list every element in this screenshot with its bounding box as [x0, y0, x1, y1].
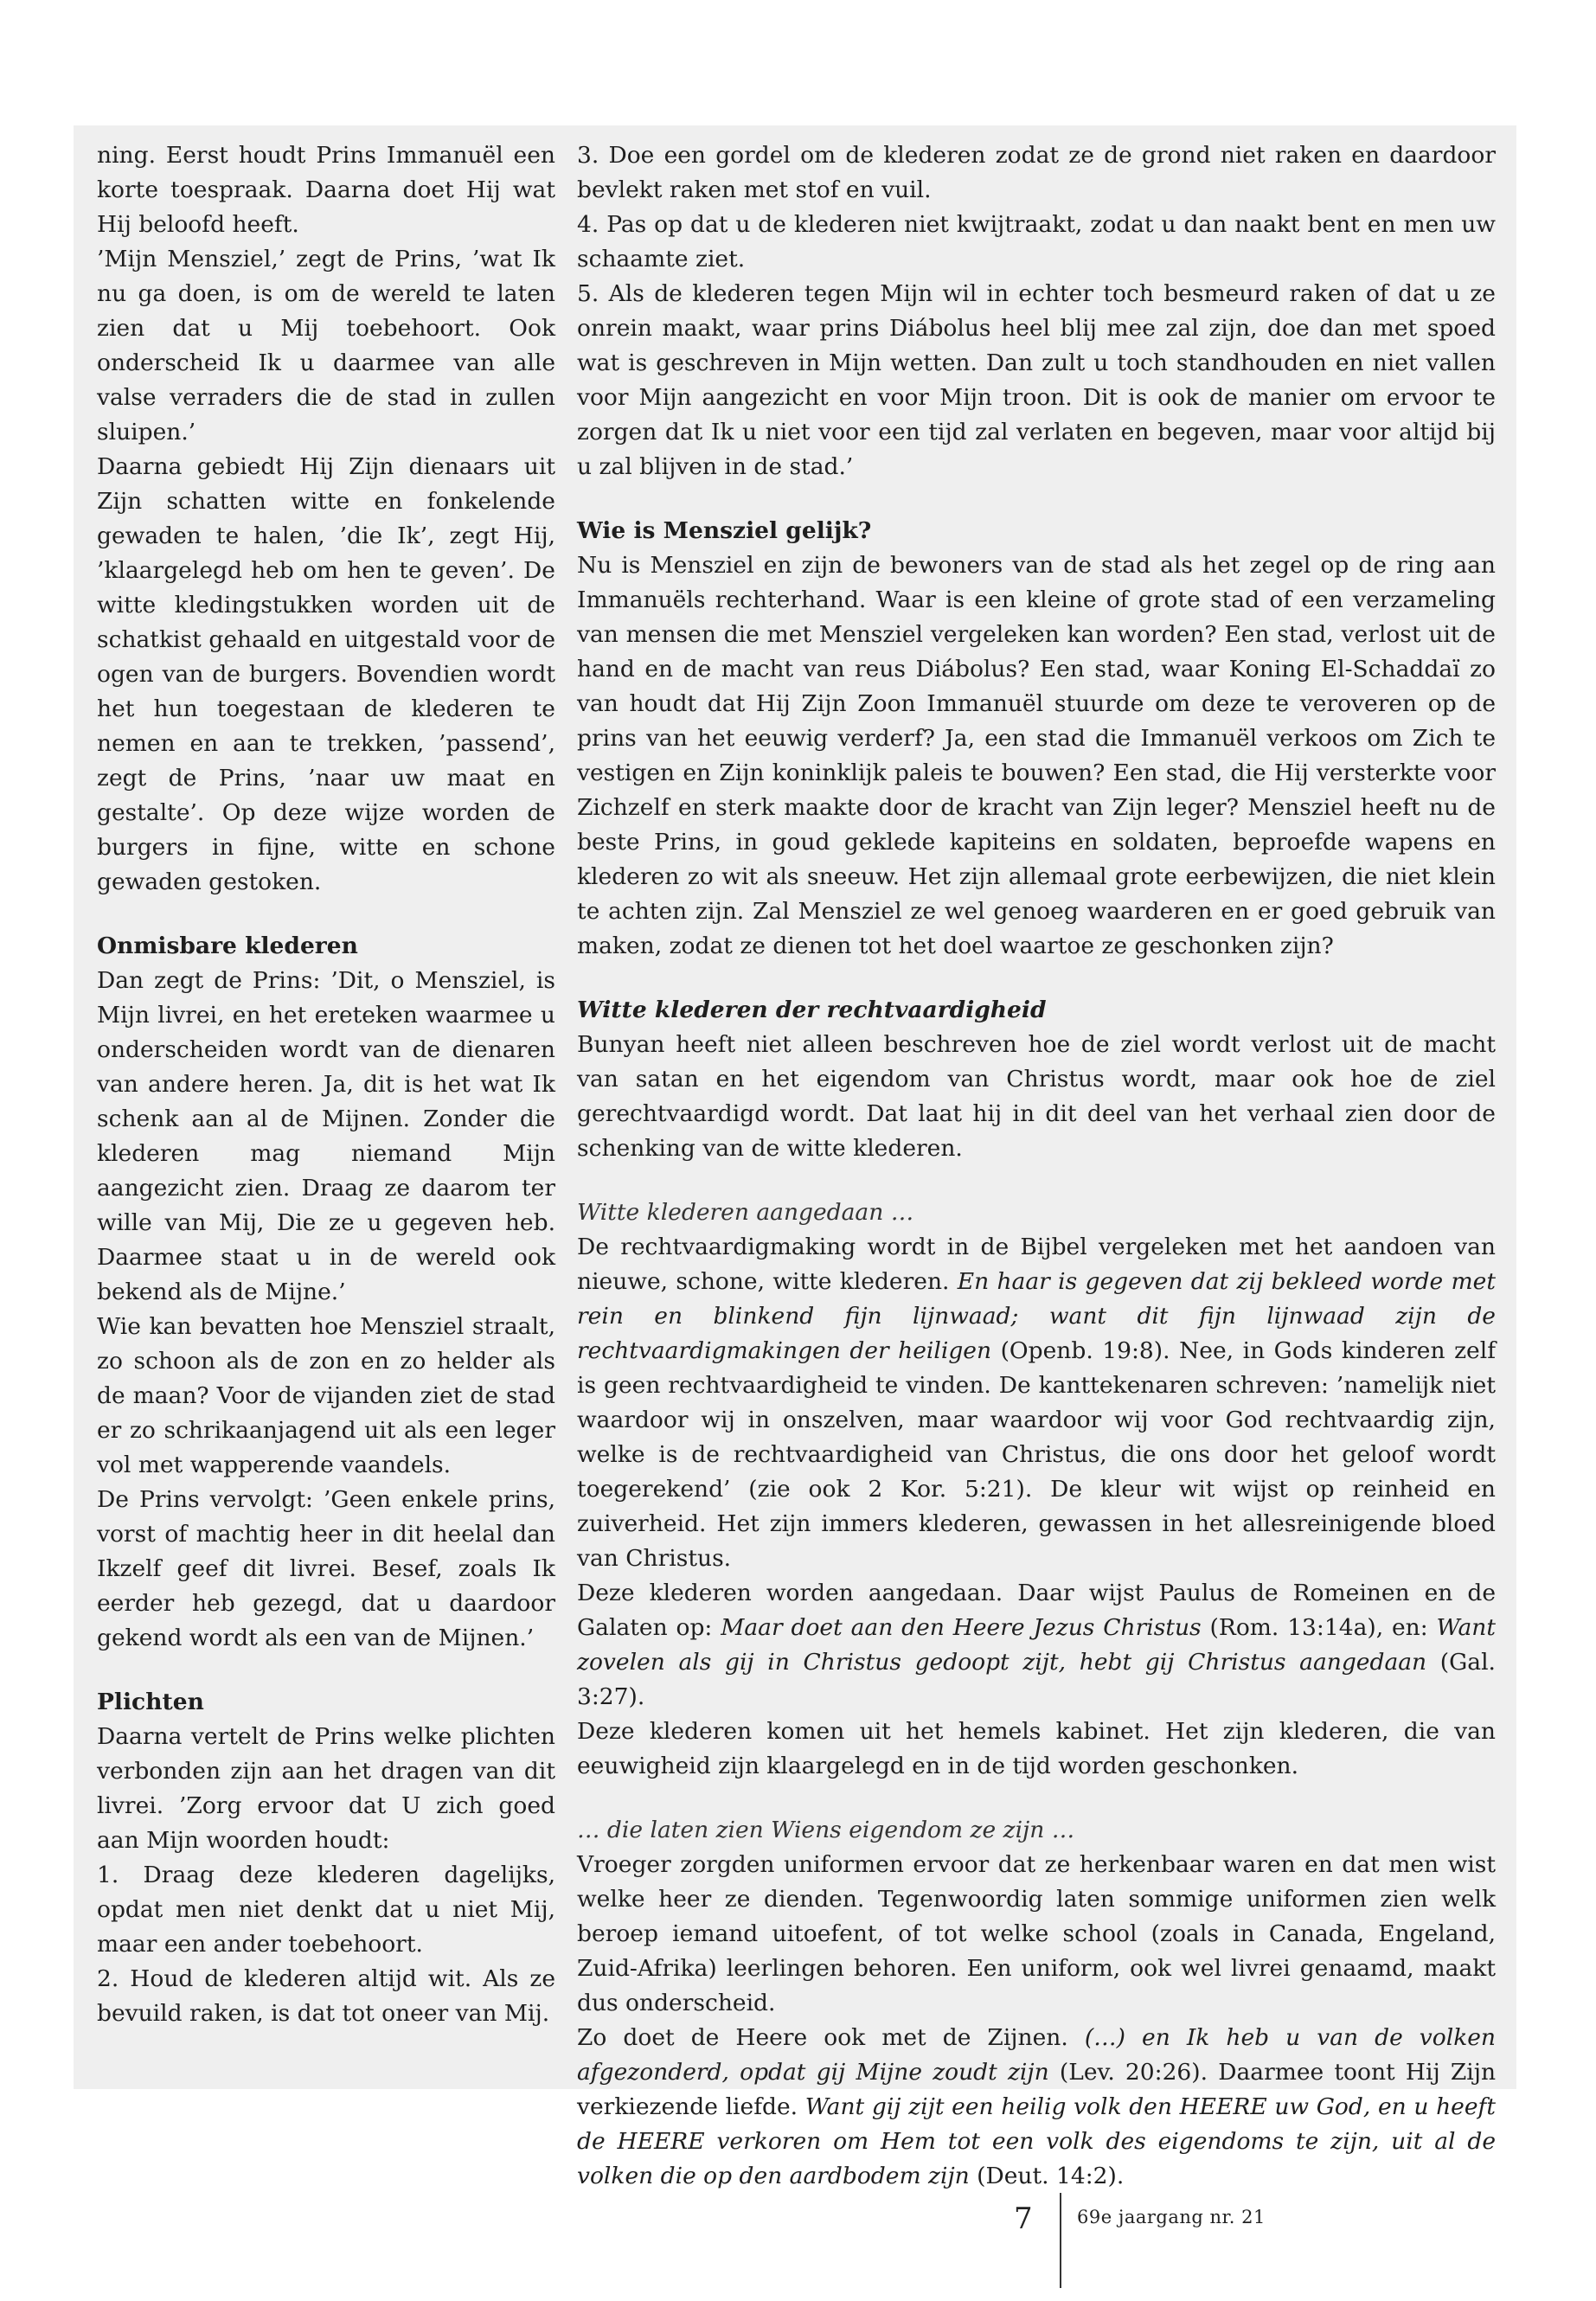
left-column: [97, 138, 555, 2031]
scripture-quote: (…) en Ik heb u van de volken afgezonderd, opdat gij Mijne zoudt zijn: [577, 2024, 1496, 2086]
section-heading-wie-is-mensziel-gelijk: Wie is Mensziel gelijk?: [577, 517, 872, 544]
footer-divider: [1060, 2193, 1061, 2288]
list-item: 1. Draag deze klederen dagelijks, opdat men niet denkt dat u niet Mij, maar een ander toebehoort.: [97, 1862, 555, 1958]
scripture-quote: Want gij zijt een heilig volk den HEERE uw God, en u heeft de HEERE verkoren om Hem tot een volk des eigendoms te zijn, uit al de volken die op den aardbodem zijn: [577, 2093, 1496, 2189]
scripture-quote: Maar doet aan den Heere Jezus Christus: [721, 1614, 1202, 1641]
section-heading-witte-klederen: Witte klederen der rechtvaardigheid: [577, 997, 1047, 1023]
page-number: 7: [1014, 2202, 1033, 2236]
scripture-quote: En haar is gegeven dat zij bekleed worde met rein en blinkend fijn lijnwaad; want dit fijn lijnwaad zijn de rechtvaardigmakingen der heiligen: [577, 1268, 1496, 1364]
paragraph: Deze klederen komen uit het hemels kabinet. Het zijn klederen, die van eeuwigheid zijn klaargelegd en in de tijd worden geschonken.: [577, 1718, 1496, 1779]
section-heading-onmisbare-klederen: Onmisbare klederen: [97, 933, 358, 959]
list-item: 3. Doe een gordel om de klederen zodat ze de grond niet raken en daardoor bevlekt raken met stof en vuil.: [577, 142, 1496, 203]
paragraph: Deze klederen worden aangedaan. Daar wijst Paulus de Romeinen en de Galaten op: Maar doet aan den Heere Jezus Christus (Rom. 13:14a), en: Want zovelen als gij in Christus gedoopt zijt, hebt gij Christus aangedaan (Gal. 3:27).: [577, 1580, 1496, 1710]
paragraph: Dan zegt de Prins: ’Dit, o Mensziel, is Mijn livrei, en het ereteken waarmee u onderscheiden wordt van de dienaren van andere heren. Ja, dit is het wat Ik schenk aan al de Mijnen. Zonder die klederen mag niemand Mijn aangezicht zien. Draag ze daarom ter wille van Mij, Die ze u gegeven heb. Daarmee staat u in de wereld ook bekend als de Mijne.’: [97, 967, 555, 1305]
paragraph: Vroeger zorgden uniformen ervoor dat ze herkenbaar waren en dat men wist welke heer ze dienden. Tegenwoordig laten sommige uniformen zien welk beroep iemand uitoefent, of tot welke school (zoals in Canada, Engeland, Zuid-Afrika) leerlingen behoren. Een uniform, ook wel livrei genaamd, maakt dus onderscheid.: [577, 1851, 1496, 2016]
paragraph: Nu is Mensziel en zijn de bewoners van de stad als het zegel op de ring aan Immanuëls rechterhand. Waar is een kleine of grote stad of een verzameling van mensen die met Mensziel vergeleken kan worden? Een stad, verlost uit de hand en de macht van reus Diábolus? Een stad, waar Koning El-Schaddaï zo van houdt dat Hij Zijn Zoon Immanuël stuurde om deze te veroveren op de prins van het eeuwig verderf? Ja, een stad die Immanuël verkoos om Zich te vestigen en Zijn koninklijk paleis te bouwen? Een stad, die Hij versterkte voor Zichzelf en sterk maakte door de kracht van Zijn leger? Mensziel heeft nu de beste Prins, in goud geklede kapiteins en soldaten, beproefde wapens en klederen zo wit als sneeuw. Het zijn allemaal grote eerbewijzen, die niet klein te achten zijn. Zal Mensziel ze wel genoeg waarderen en er goed gebruik van maken, zodat ze dienen tot het doel waartoe ze geschonken zijn?: [577, 552, 1496, 959]
list-item: 2. Houd de klederen altijd wit. Als ze bevuild raken, is dat tot oneer van Mij.: [97, 1965, 555, 2027]
paragraph: Wie kan bevatten hoe Mensziel straalt, zo schoon als de zon en zo helder als de maan? Voor de vijanden ziet de stad er zo schrikaanjagend uit als een leger vol met wapperende vaandels.: [97, 1313, 555, 1478]
list-item: 4. Pas op dat u de klederen niet kwijtraakt, zodat u dan naakt bent en men uw schaamte ziet.: [577, 211, 1496, 272]
subheading: Witte klederen aangedaan …: [577, 1199, 914, 1226]
list-item: 5. Als de klederen tegen Mijn wil in echter toch besmeurd raken of dat u ze onrein maakt, waar prins Diábolus heel blij mee zal zijn, doe dan met spoed wat is geschreven in Mijn wetten. Dan zult u toch standhouden en niet vallen voor Mijn aangezicht en voor Mijn troon. Dit is ook de manier om ervoor te zorgen dat Ik u niet voor een tijd zal verlaten en begeven, maar voor altijd bij u zal blijven in de stad.’: [577, 280, 1496, 480]
paragraph: Daarna gebiedt Hij Zijn dienaars uit Zijn schatten witte en fonkelende gewaden te halen, ’die Ik’, zegt Hij, ’klaargelegd heb om hen te geven’. De witte kledingstukken worden uit de schatkist gehaald en uitgestald voor de ogen van de burgers. Bovendien wordt het hun toegestaan de klederen te nemen en aan te trekken, ’passend’, zegt de Prins, ’naar uw maat en gestalte’. Op deze wijze worden de burgers in fijne, witte en schone gewaden gestoken.: [97, 453, 555, 895]
section-heading-plichten: Plichten: [97, 1689, 204, 1715]
paragraph: Daarna vertelt de Prins welke plichten verbonden zijn aan het dragen van dit livrei. ’Zorg ervoor dat U zich goed aan Mijn woorden houdt:: [97, 1723, 555, 1854]
paragraph: Zo doet de Heere ook met de Zijnen. (…) en Ik heb u van de volken afgezonderd, opdat gij Mijne zoudt zijn (Lev. 20:26). Daarmee toont Hij Zijn verkiezende liefde. Want gij zijt een heilig volk den HEERE uw God, en u heeft de HEERE verkoren om Hem tot een volk des eigendoms te zijn, uit al de volken die op den aardbodem zijn (Deut. 14:2).: [577, 2024, 1497, 2189]
page-footer: [0, 2193, 1596, 2297]
paragraph: De rechtvaardigmaking wordt in de Bijbel vergeleken met het aandoen van nieuwe, schone, witte klederen. En haar is gegeven dat zij bekleed worde met rein en blinkend fijn lijnwaad; want dit fijn lijnwaad zijn de rechtvaardigmakingen der heiligen (Openb. 19:8). Nee, in Gods kinderen zelf is geen rechtvaardigheid te vinden. De kanttekenaren schreven: ’namelijk niet waardoor wij in onszelven, maar waardoor wij voor God rechtvaardig zijn, welke is de rechtvaardigheid van Christus, die ons door het geloof wordt toegerekend’ (zie ook 2 Kor. 5:21). De kleur wit wijst op reinheid en zuiverheid. Het zijn immers klederen, gewassen in het allesreinigende bloed van Christus.: [577, 1234, 1497, 1572]
subheading: … die laten zien Wiens eigendom ze zijn …: [577, 1817, 1075, 1843]
issue-label: 69e jaargang nr. 21: [1077, 2207, 1266, 2227]
scripture-quote: Want zovelen als gij in Christus gedoopt zijt, hebt gij Christus aangedaan: [577, 1614, 1496, 1676]
paragraph: ’Mijn Mensziel,’ zegt de Prins, ’wat Ik nu ga doen, is om de wereld te laten zien dat u Mij toebehoort. Ook onderscheid Ik u daarmee van alle valse verraders die de stad in zullen sluipen.’: [97, 246, 555, 445]
paragraph: Bunyan heeft niet alleen beschreven hoe de ziel wordt verlost uit de macht van satan en het eigendom van Christus wordt, maar ook hoe de ziel gerechtvaardigd wordt. Dat laat hij in dit deel van het verhaal zien door de schenking van de witte klederen.: [577, 1031, 1496, 1162]
paragraph: De Prins vervolgt: ’Geen enkele prins, vorst of machtig heer in dit heelal dan Ikzelf geef dit livrei. Besef, zoals Ik eerder heb gezegd, dat u daardoor gekend wordt als een van de Mijnen.’: [97, 1486, 555, 1651]
right-column: [577, 138, 1496, 2194]
paragraph: ning. Eerst houdt Prins Immanuël een korte toespraak. Daarna doet Hij wat Hij beloofd heeft.: [97, 142, 555, 238]
